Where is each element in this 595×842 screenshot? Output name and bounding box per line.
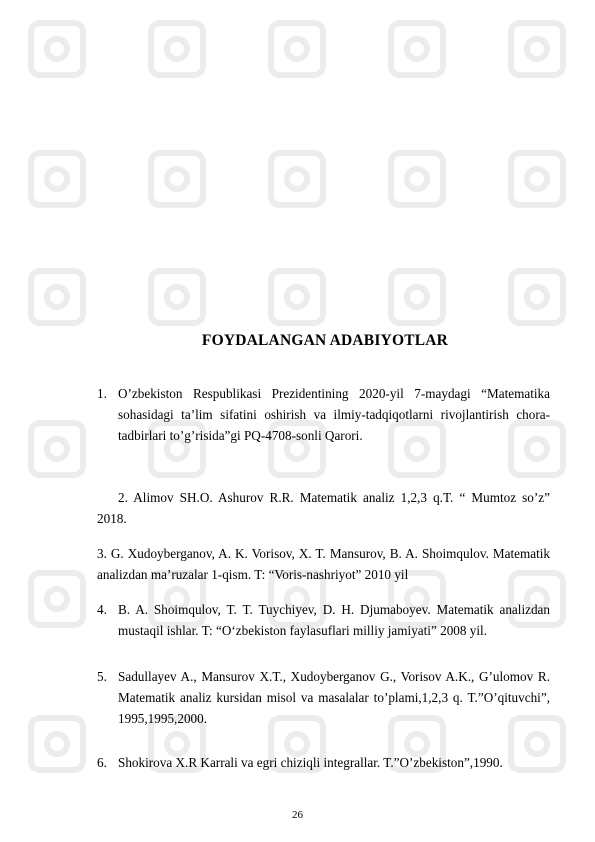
reference-text: O’zbekiston Respublikasi Prezidentining 2020-yil 7-maydagi “Matematika sohasidagi ta’lim sifatini oshirish va ilmiy-tadqiqotlarni rivojlantirish chora-tadbirlari to’g’risida”gi PQ-4708-sonli Qarori. (118, 386, 550, 443)
reference-item (97, 666, 550, 729)
reference-text: G. Xudoyberganov, A. K. Vorisov, X. T. Mansurov, B. A. Shoimqulov. Matematik analizdan ma’ruzalar 1-qism. T: “Voris-nashriyot” 2010 yil (97, 546, 551, 582)
reference-item (97, 543, 550, 585)
reference-item (97, 487, 550, 529)
reference-item (97, 752, 550, 773)
reference-item (97, 599, 550, 641)
reference-text: B. A. Shoimqulov, T. T. Tuychiyev, D. H. Djumaboyev. Matematik analizdan mustaqil ishlar. T: “O‘zbekiston faylasuflari milliy jamiyati” 2008 yil. (118, 602, 550, 638)
reference-number: 6. (97, 755, 107, 770)
reference-number: 4. (97, 602, 107, 617)
reference-number: 1. (97, 386, 107, 401)
reference-text: Shokirova X.R Karrali va egri chiziqli integrallar. T.”O’zbekiston”,1990. (118, 755, 503, 770)
reference-number: 5. (97, 669, 107, 684)
reference-number: 2. (118, 490, 128, 505)
reference-number: 3. (97, 546, 107, 561)
page-number: 26 (292, 809, 303, 821)
reference-text: Alimov SH.O. Ashurov R.R. Matematik analiz 1,2,3 q.T. “ Mumtoz so’z” 2018. (97, 490, 550, 526)
reference-text: Sadullayev A., Mansurov X.T., Xudoyberganov G., Vorisov A.K., G’ulomov R. Matematik analiz kursidan misol va masalalar to’plami,1,2,3 q. T.”O’qituvchi”, 1995,1995,2000. (118, 669, 550, 726)
reference-item (97, 383, 550, 446)
page-title: FOYDALANGAN ADABIYOTLAR (201, 332, 449, 349)
